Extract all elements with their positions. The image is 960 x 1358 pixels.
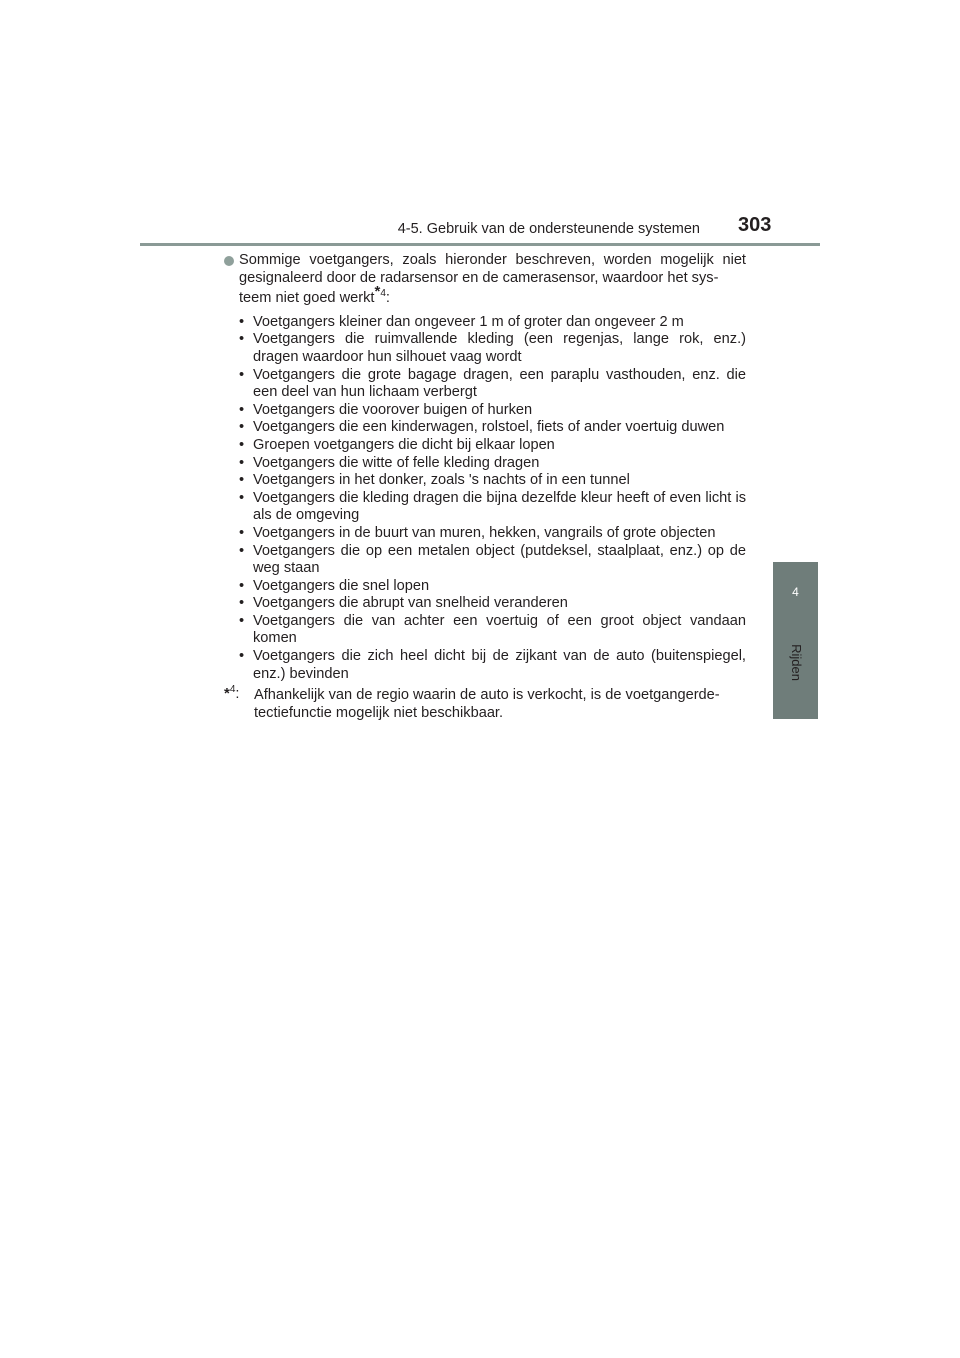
header-divider [140,243,820,246]
bullet-icon: • [239,419,245,436]
bullet-icon: • [239,577,245,594]
page-content [224,252,746,722]
list-item: • Voetgangers die snel lopen [239,577,430,594]
bullet-icon: • [239,648,245,665]
list-item: • Voetgangers in het donker, zoals 's nachts of in een tunnel [239,472,630,489]
list-item: • Voetgangers kleiner dan ongeveer 1 m of groter dan ongeveer 2 m [239,313,684,330]
bullet-icon: • [239,366,245,383]
list-item: • Voetgangers die witte of felle kleding dragen [239,454,540,471]
list-item: • Groepen voetgangers die dicht bij elkaar lopen [239,436,555,453]
bullet-icon: • [239,401,245,418]
list-item: • Voetgangers in de buurt van muren, hekken, vangrails of grote objecten [239,524,716,541]
intro-line-2-wrap [239,283,746,308]
section-title: 4-5. Gebruik van de ondersteunende systemen [397,221,700,237]
list-item: • Voetgangers die kleding dragen die bijna dezelfde kleur heeft of even licht is als de omgeving [239,489,746,524]
intro-paragraph [224,252,746,308]
bullet-icon: • [239,472,245,489]
list-item: • Voetgangers die voorover buigen of hurken [239,401,533,418]
circle-bullet-icon [224,256,234,266]
footnote [224,684,746,722]
intro-line-1: Sommige voetgangers, zoals hieronder beschreven, worden mogelijk niet gesignaleerd door de radarsensor en de camerasensor, waardoor het sys- [239,252,746,286]
pedestrian-list [224,314,746,683]
footnote-text: Afhankelijk van de regio waarin de auto is verkocht, is de voetgangerde-tectiefunctie mogelijk niet beschikbaar. [254,687,720,721]
list-item: • Voetgangers die grote bagage dragen, een paraplu vasthouden, enz. die een deel van hun lichaam verbergt [239,366,746,401]
bullet-icon: • [239,454,245,471]
list-item: • Voetgangers die een kinderwagen, rolstoel, fiets of ander voertuig duwen [239,419,725,436]
bullet-icon: • [239,612,245,629]
intro-colon: : [385,290,390,307]
intro-line-2: teem niet goed werkt [239,290,375,307]
bullet-icon: • [239,313,245,330]
list-item: • Voetgangers die van achter een voertuig of een groot object vandaan komen [239,612,746,647]
list-item: • Voetgangers die op een metalen object (putdeksel, staalplaat, enz.) op de weg staan [239,542,746,577]
bullet-icon: • [239,524,245,541]
bullet-icon: • [239,595,245,612]
chapter-label [778,632,814,692]
bullet-icon: • [239,331,245,348]
chapter-label-text: Rijden [788,643,804,681]
list-item: • Voetgangers die zich heel dicht bij de zijkant van de auto (buitenspiegel, enz.) bevinden [239,648,746,682]
footnote-reference: *4 [374,283,386,301]
page-number: 303 [738,214,772,236]
list-item: • Voetgangers die ruimvallende kleding (een regenjas, lange rok, enz.) dragen waardoor hun silhouet vaag wordt [239,331,746,365]
bullet-icon: • [239,436,245,453]
chapter-number: 4 [792,585,799,599]
bullet-icon: • [239,489,245,506]
footnote-marker: *$^4$: [224,684,240,703]
list-item: • Voetgangers die abrupt van snelheid veranderen [239,595,568,612]
bullet-icon: • [239,542,245,559]
